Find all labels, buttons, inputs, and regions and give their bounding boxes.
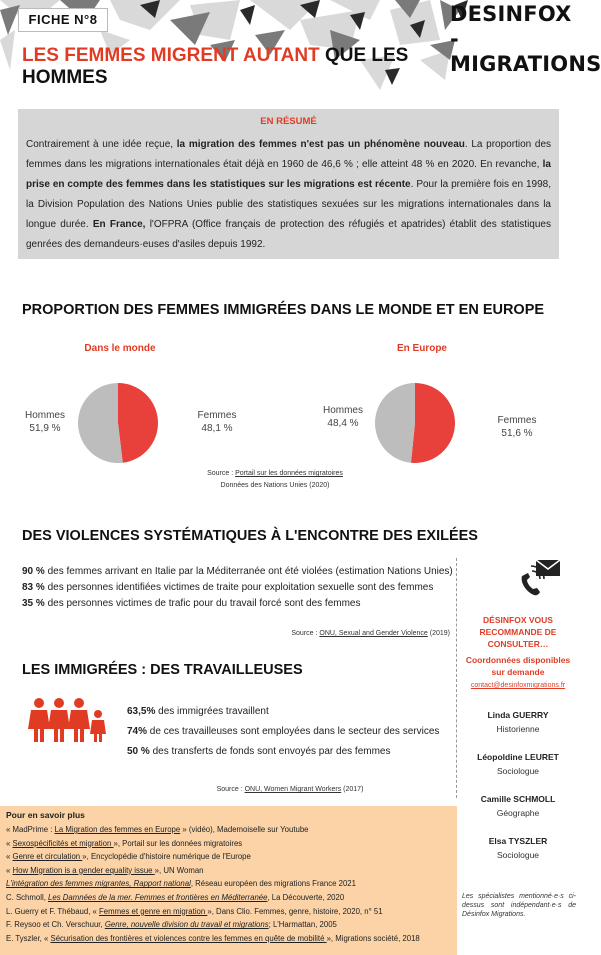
- bibliography-link[interactable]: Genre et circulation: [12, 852, 83, 862]
- travail-source-link[interactable]: ONU, Women Migrant Workers: [244, 786, 342, 793]
- travail-item: 50 % des transferts de fonds sont envoyés par des femmes: [127, 746, 391, 757]
- pie-chart-world: [77, 369, 159, 477]
- title-black-2: HOMMES: [22, 67, 108, 88]
- title-red: LES FEMMES MIGRENT AUTANT: [22, 45, 320, 66]
- travail-item: 74% de ces travailleuses sont employées dans le secteur des services: [127, 726, 440, 737]
- pie-europe-title: En Europe: [396, 343, 447, 354]
- title-black-1: QUE LES: [324, 45, 409, 66]
- pie-europe-label-hommes: Hommes 48,4 %: [322, 405, 363, 429]
- bibliography-link[interactable]: Sexospécificités et migration: [12, 838, 114, 848]
- bibliography-item: L. Guerry et F. Thébaud, « Femmes et genre en migration », Dans Clio. Femmes, genre, histoire, 2020, n° 51: [6, 906, 383, 916]
- bibliography-box: [0, 806, 457, 955]
- proportion-source-link[interactable]: Portail sur les données migratoires: [235, 470, 343, 477]
- bibliography-link[interactable]: La Migration des femmes en Europe: [54, 825, 181, 834]
- contact-email-link[interactable]: contact@desinfoxmigrations.fr: [470, 682, 566, 689]
- violences-item: 35 % des personnes victimes de trafic pour du travail forcé sont des femmes: [22, 598, 361, 609]
- experts-note: Les spécialistes mentionné·e·s ci-dessus sont indépendant·e·s de Désinfox Migrations.: [462, 893, 576, 918]
- pie-world-label-hommes: Hommes 51,9 %: [24, 410, 65, 434]
- pie-world-title: Dans le monde: [84, 343, 156, 354]
- brand-line-2: MIGRATIONS: [450, 52, 601, 76]
- bibliography-item: « MadPrime : La Migration des femmes en Europe » (vidéo), Mademoiselle sur Youtube: [6, 825, 309, 834]
- proportion-heading: PROPORTION DES FEMMES IMMIGRÉES DANS LE MONDE ET EN EUROPE: [22, 302, 545, 318]
- bibliography-item: F. Reysoo et Ch. Verschuur, Genre, nouvelle division du travail et migrations; L'Harmattan, 2005: [6, 920, 337, 930]
- proportion-source-line2: Données des Nations Unies (2020): [220, 482, 330, 489]
- summary-text: Contrairement à une idée reçue, la migration des femmes n'est pas un phénomène nouveau. La proportion des femmes dans les migrations internationales était déjà en 1960 de 46,6 % ; elle atteint 48 % en 2020. En revanche, la prise en compte des femmes dans les statistiques sur les migrations est récente. Pour la première fois en 1998, la Division Population des Nations Unies publie des statistiques sexuées sur les migrations internationales dans la longue durée. En France, l'OFPRA (Office français de protection des réfugiés et apatrides) établit des statistiques genrées des demandeurs·euses d'asiles depuis 1992.: [26, 139, 552, 250]
- brand-line-1: DESINFOX -: [450, 2, 572, 51]
- pie-slice-femmes: [118, 383, 158, 463]
- summary-box: [18, 109, 559, 259]
- expert-card: Linda GUERRY Historienne: [487, 710, 549, 734]
- pie-slice-femmes: [411, 383, 455, 463]
- violences-item: 90 % des femmes arrivant en Italie par la Méditerranée ont été violées (estimation Nations Unies): [22, 566, 453, 577]
- violences-source: Source : ONU, Sexual and Gender Violence (2019): [291, 630, 450, 637]
- violences-heading: DES VIOLENCES SYSTÉMATIQUES À L'ENCONTRE DES EXILÉES: [22, 528, 478, 544]
- travail-heading: LES IMMIGRÉES : DES TRAVAILLEUSES: [22, 662, 303, 678]
- proportion-source: Source : Portail sur les données migratoires: [207, 470, 343, 477]
- bibliography-link[interactable]: Femmes et genre en migration: [99, 906, 208, 916]
- phone-envelope-icon: [518, 558, 564, 598]
- brand-logo: [450, 2, 601, 77]
- bibliography-item: E. Tyszler, « Sécurisation des frontières et violences contre les femmes en quête de mobilité », Migrations société, 2018: [6, 933, 420, 943]
- bibliography-link[interactable]: How Migration is a gender equality issue: [12, 865, 155, 875]
- bibliography-item: C. Schmoll, Les Damnées de la mer. Femmes et frontières en Méditerranée, La Découverte, 2020: [6, 892, 345, 902]
- page-title: [22, 45, 422, 89]
- women-group-icon: [28, 697, 108, 743]
- travail-list: [127, 702, 447, 762]
- bibliography-link[interactable]: Sécurisation des frontières et violences contre les femmes en quête de mobilité: [50, 933, 327, 943]
- recommend-heading: DÉSINFOX VOUS RECOMMANDE DE CONSULTER… Coordonnées disponibles sur demande: [465, 615, 571, 677]
- bibliography-link[interactable]: Genre, nouvelle division du travail et migrations: [104, 920, 269, 930]
- bibliography-heading: Pour en savoir plus: [6, 810, 85, 820]
- expert-card: Léopoldine LEURET Sociologue: [477, 752, 559, 776]
- violences-source-link[interactable]: ONU, Sexual and Gender Violence: [319, 630, 428, 637]
- expert-card: Elsa TYSZLER Sociologue: [488, 836, 548, 860]
- violences-item: 83 % des personnes identifiées victimes de traite pour exploitation sexuelle sont des femmes: [22, 582, 434, 593]
- bibliography-list: [6, 823, 456, 945]
- bibliography-item: « Sexospécificités et migration », Portail sur les données migratoires: [6, 838, 243, 848]
- bibliography-link[interactable]: L'intégration des femmes migrantes, Rapport national: [6, 879, 191, 889]
- bibliography-link[interactable]: Les Damnées de la mer. Femmes et frontières en Méditerranée: [48, 892, 268, 902]
- pie-europe-label-femmes: Femmes 51,6 %: [497, 415, 537, 439]
- violences-list: [22, 564, 458, 612]
- bibliography-item: L'intégration des femmes migrantes, Rapport national, Réseau européen des migrations France 2021: [6, 879, 356, 889]
- summary-heading: EN RÉSUMÉ: [260, 116, 317, 127]
- pie-slice-hommes: [375, 383, 415, 463]
- travail-item: 63,5% des immigrées travaillent: [127, 706, 269, 717]
- fiche-number: FICHE N°8: [18, 8, 108, 32]
- pie-world-label-femmes: Femmes 48,1 %: [197, 410, 237, 434]
- sidebar-divider: [456, 558, 457, 798]
- travail-source: Source : ONU, Women Migrant Workers (2017): [216, 786, 364, 793]
- pie-slice-hommes: [78, 383, 123, 463]
- bibliography-item: « Genre et circulation », Encyclopédie d'histoire numérique de l'Europe: [6, 852, 251, 862]
- pie-chart-europe: [374, 369, 456, 477]
- bibliography-item: « How Migration is a gender equality issue », UN Woman: [6, 865, 204, 875]
- expert-card: Camille SCHMOLL Géographe: [480, 794, 556, 818]
